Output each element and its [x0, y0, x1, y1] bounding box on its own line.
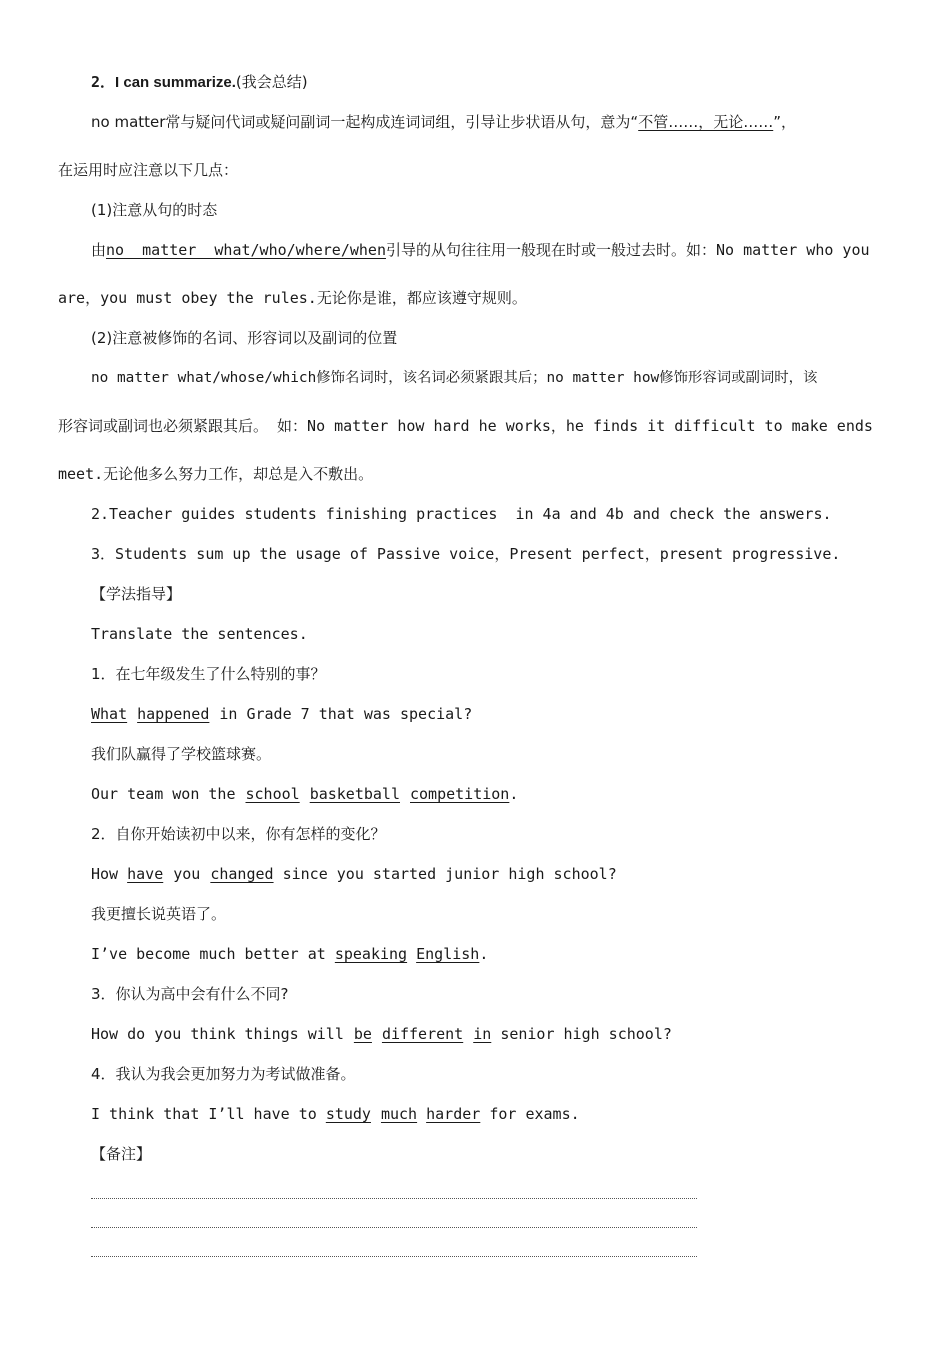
intro-blank: 不管……，无论……: [638, 113, 774, 131]
point2-line-3: meet.无论他多么努力工作，却总是入不敷出。: [58, 465, 374, 483]
q2-mid: you: [173, 865, 201, 883]
point2-line-2: 形容词或副词也必须紧跟其后。 如：No matter how hard he works，he finds it difficult to make ends: [58, 417, 873, 435]
q1-ans-prefix: Our team won the: [91, 785, 236, 803]
q2-answer-line-2: [91, 944, 488, 964]
q1-blank-2: happened: [137, 705, 210, 723]
q2-prefix: How: [91, 865, 119, 883]
q1-blank-4: basketball: [309, 785, 400, 803]
teacher-line: 2.Teacher guides students finishing practices in 4a and 4b and check the answers.: [91, 505, 832, 523]
heading-number: 2．: [91, 73, 116, 91]
intro-close: ”，: [773, 113, 796, 131]
q4-chinese: 4．我认为我会更加努力为考试做准备。: [91, 1065, 356, 1083]
translate-title: Translate the sentences.: [91, 625, 308, 643]
q4-blank-1: study: [325, 1105, 371, 1123]
point1-title: (1)注意从句的时态: [91, 201, 218, 219]
q3-chinese: 3．你认为高中会有什么不同?: [91, 985, 289, 1003]
q2-rest: since you started junior high school?: [282, 865, 617, 883]
intro-text: no matter常与疑问代词或疑问副词一起构成连词词组，引导让步状语从句，意为“: [91, 113, 639, 131]
q1-answer-line-2: [91, 784, 518, 804]
q2-blank-2: changed: [210, 865, 274, 883]
q1-rest: in Grade 7 that was special?: [219, 705, 473, 723]
q1-blank-3: school: [245, 785, 300, 803]
q2-blank-4: English: [416, 945, 480, 963]
notes-rule-2: [91, 1227, 697, 1228]
q4-prefix: I think that I’ll have to: [91, 1105, 317, 1123]
q4-answer-line: [91, 1104, 580, 1124]
q3-blank-2: different: [381, 1025, 464, 1043]
section-heading: [91, 72, 308, 93]
point1-line: [91, 240, 870, 260]
point1-blank: no matter what/who/where/when: [106, 241, 386, 259]
heading-chinese: (我会总结): [235, 73, 308, 91]
q1-ans-suffix: .: [509, 785, 519, 803]
students-line: 3．Students sum up the usage of Passive voice，Present perfect，present progressive.: [91, 545, 841, 563]
q2-blank-3: speaking: [334, 945, 408, 963]
q4-blank-3: harder: [426, 1105, 481, 1123]
intro-line-2: 在运用时应注意以下几点：: [58, 161, 239, 179]
point1-line-2: are，you must obey the rules.无论你是谁，都应该遵守规则。: [58, 289, 527, 307]
q1-chinese: 1．在七年级发生了什么特别的事？: [91, 665, 326, 683]
notes-title: 【备注】: [91, 1145, 152, 1163]
q3-rest: senior high school?: [500, 1025, 672, 1043]
q2-ans-prefix: I’ve become much better at: [91, 945, 326, 963]
q1-blank-5: competition: [410, 785, 510, 803]
q2-chinese: 2．自你开始读初中以来，你有怎样的变化？: [91, 825, 386, 843]
intro-line: [91, 112, 796, 132]
point2-title: (2)注意被修饰的名词、形容词以及副词的位置: [91, 329, 398, 347]
q3-prefix: How do you think things will: [91, 1025, 344, 1043]
point1-text: 引导的从句往往用一般现在时或一般过去时。如：No matter who you: [385, 241, 870, 259]
q1-chinese-2: 我们队赢得了学校篮球赛。: [91, 745, 272, 763]
q2-answer-line: [91, 864, 617, 884]
q3-answer-line: [91, 1024, 672, 1044]
q2-chinese-2: 我更擅长说英语了。: [91, 905, 227, 923]
guide-title: 【学法指导】: [91, 585, 182, 603]
heading-english: I can summarize.: [115, 74, 236, 91]
notes-rule-1: [91, 1198, 697, 1199]
point1-prefix: 由: [91, 241, 107, 259]
q2-ans-suffix: .: [479, 945, 489, 963]
q1-blank-1: What: [91, 705, 128, 723]
q1-answer-line: [91, 704, 472, 724]
q4-rest: for exams.: [489, 1105, 580, 1123]
q2-blank-1: have: [127, 865, 164, 883]
q3-blank-1: be: [353, 1025, 372, 1043]
q4-blank-2: much: [380, 1105, 418, 1123]
notes-rule-3: [91, 1256, 697, 1257]
q3-blank-3: in: [473, 1025, 492, 1043]
point2-line: no matter what/whose/which修饰名词时，该名词必须紧跟其后；no matter how修饰形容词或副词时，该: [91, 370, 818, 386]
